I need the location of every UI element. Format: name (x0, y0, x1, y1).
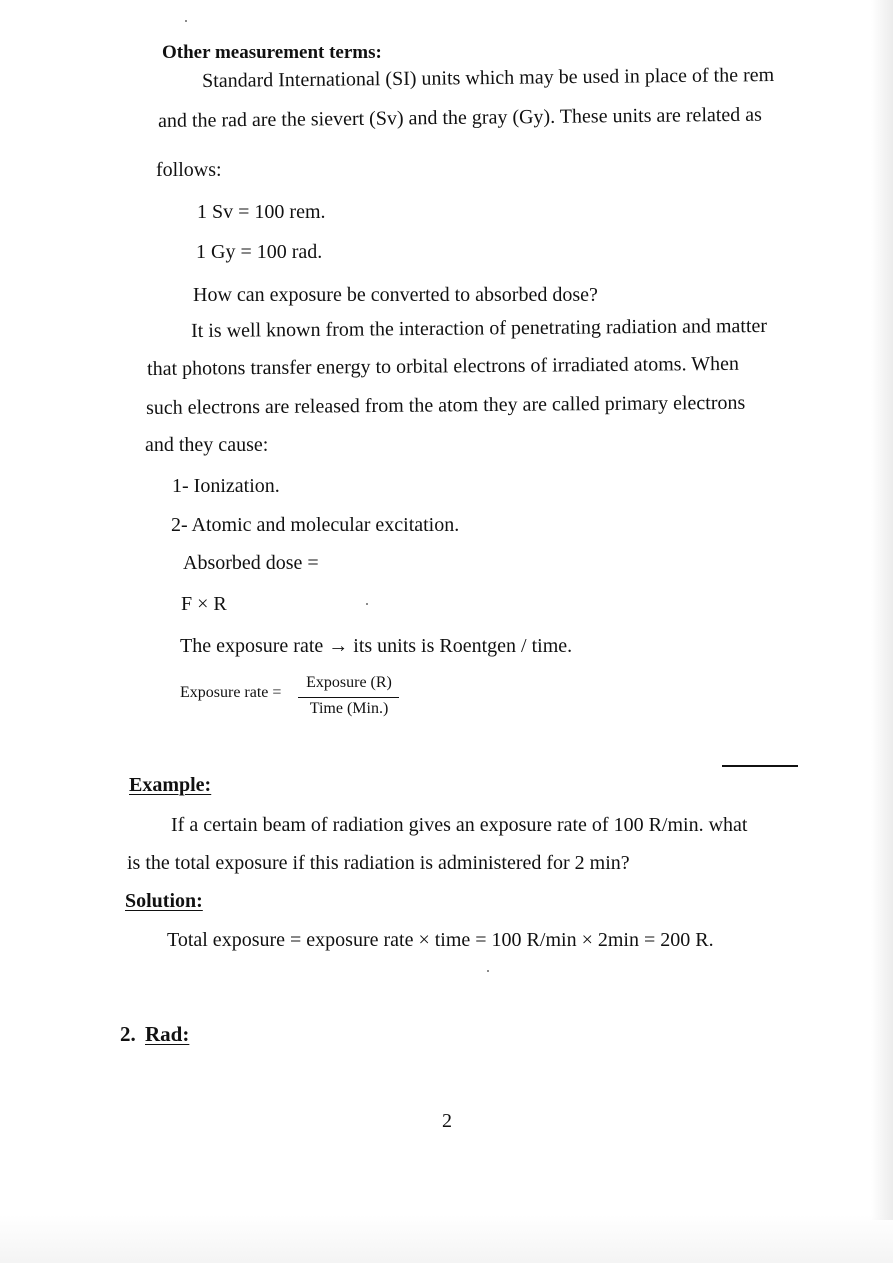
paragraph-si-units-line-3: follows: (156, 159, 222, 181)
section-number: 2. (120, 1022, 136, 1046)
page-number: 2 (442, 1110, 452, 1132)
other-measurement-terms-heading: Other measurement terms: (162, 42, 382, 63)
scan-speck (487, 970, 489, 972)
conversion-question: How can exposure be converted to absorbed dose? (193, 284, 598, 306)
solution-heading: Solution: (125, 890, 203, 912)
example-text-line-1: If a certain beam of radiation gives an exposure rate of 100 R/min. what (171, 814, 748, 836)
exposure-rate-numerator: Exposure (R) (306, 674, 392, 691)
conversion-sievert: 1 Sv = 100 rem. (197, 201, 326, 223)
paragraph-si-units-line-2: and the rad are the sievert (Sv) and the gray (Gy). These units are related as (157, 103, 763, 132)
paragraph-interaction-line-2: that photons transfer energy to orbital electrons of irradiated atoms. When (146, 352, 740, 380)
paragraph-interaction-line-4: and they cause: (145, 434, 269, 456)
exposure-rate-units: The exposure rate → its units is Roentgen / time. (180, 635, 573, 657)
list-item-excitation: 2- Atomic and molecular excitation. (171, 514, 460, 536)
exposure-rate-lhs: Exposure rate = (180, 684, 282, 701)
section-title-rad: Rad: (145, 1022, 190, 1046)
scan-edge-shadow (871, 0, 893, 1220)
paragraph-si-units-line-1: Standard International (SI) units which may be used in place of the rem (201, 64, 775, 92)
example-text-line-2: is the total exposure if this radiation is administered for 2 min? (127, 852, 630, 874)
paragraph-interaction-line-3: such electrons are released from the atom they are called primary electrons (145, 391, 746, 419)
conversion-gray: 1 Gy = 100 rad. (196, 241, 323, 263)
fraction-bar (298, 697, 399, 698)
scan-speck (366, 603, 368, 605)
paragraph-interaction-line-1: It is well known from the interaction of penetrating radiation and matter (190, 314, 768, 342)
scan-bottom-shade (0, 1215, 893, 1263)
absorbed-dose-label: Absorbed dose = (183, 552, 319, 574)
list-item-ionization: 1- Ionization. (172, 475, 280, 497)
example-heading: Example: (129, 774, 212, 796)
scan-speck (185, 20, 187, 22)
solution-text: Total exposure = exposure rate × time = 100 R/min × 2min = 200 R. (167, 929, 714, 951)
separator-line (722, 765, 798, 767)
exposure-rate-denominator: Time (Min.) (309, 700, 389, 717)
absorbed-dose-formula: F × R (181, 593, 227, 615)
